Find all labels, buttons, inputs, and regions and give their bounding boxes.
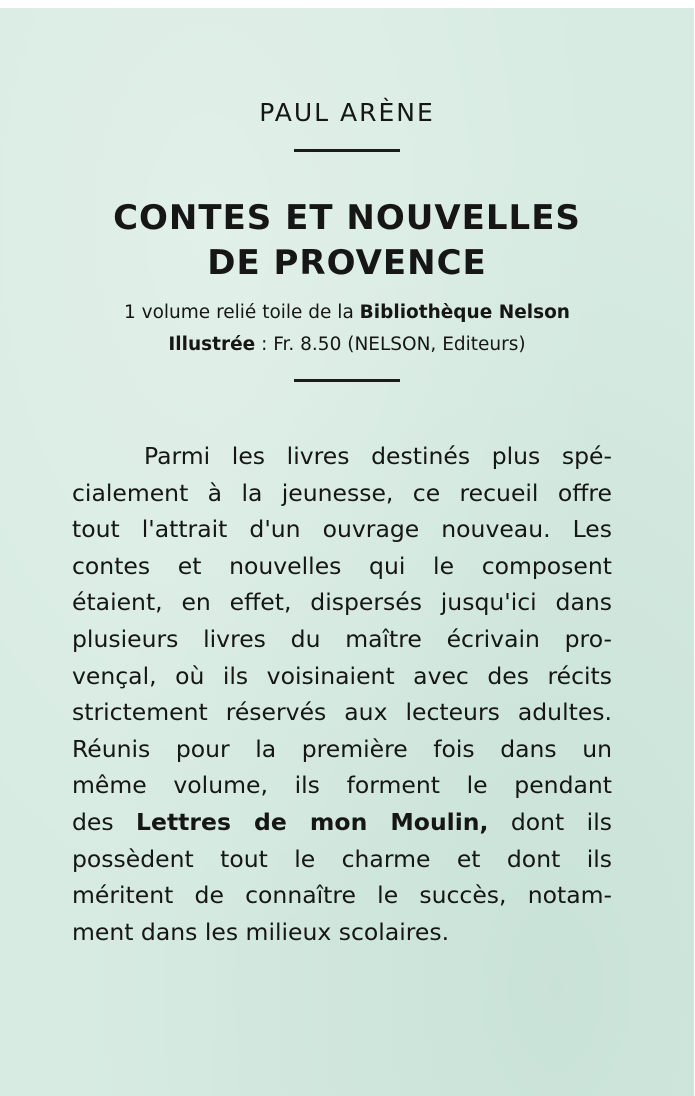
publication-volume-text: 1 volume relié toile de la <box>124 302 360 323</box>
description-line: méritent de connaître le succès, notam- <box>72 881 612 910</box>
description-line: cialement à la jeunesse, ce recueil offre <box>72 478 612 507</box>
description-line: vençal, où ils voisinaient avec des récits <box>72 661 612 690</box>
collection-name-end: Illustrée <box>168 334 256 355</box>
publication-info <box>60 297 634 361</box>
description-line-with-title <box>72 804 612 841</box>
collection-name: Bibliothèque Nelson <box>359 302 570 323</box>
title-line-1: CONTES ET NOUVELLES <box>113 198 581 238</box>
description-line: contes et nouvelles qui le composent <box>72 551 612 580</box>
description-paragraph <box>72 438 612 950</box>
description-line: même volume, ils forment le pendant <box>72 771 612 800</box>
title-line-2: DE PROVENCE <box>207 243 487 283</box>
description-text: dont ils <box>488 807 612 836</box>
description-line: Réunis pour la première fois dans un <box>72 734 612 763</box>
bottom-divider <box>294 379 400 382</box>
referenced-book-title: Lettres de mon Moulin, <box>136 807 489 836</box>
description-line: strictement réservés aux lecteurs adultes. <box>72 698 612 727</box>
book-notice-page <box>0 8 694 1096</box>
description-text: des <box>72 807 137 836</box>
description-line: étaient, en effet, dispersés jusqu'ici dans <box>72 588 612 617</box>
book-title <box>0 196 694 286</box>
price-publisher: : Fr. 8.50 (NELSON, Editeurs) <box>255 334 526 355</box>
top-divider <box>294 149 400 152</box>
description-line: Parmi les livres destinés plus spé- <box>144 442 612 470</box>
description-line: possèdent tout le charme et dont ils <box>72 844 612 873</box>
description-line: plusieurs livres du maître écrivain pro- <box>72 624 612 653</box>
description-line: tout l'attrait d'un ouvrage nouveau. Les <box>72 515 612 544</box>
publication-line-1 <box>60 297 634 329</box>
description-line: ment dans les milieux scolaires. <box>72 917 450 946</box>
author-name: PAUL ARÈNE <box>259 98 435 127</box>
publication-line-2 <box>60 329 634 361</box>
